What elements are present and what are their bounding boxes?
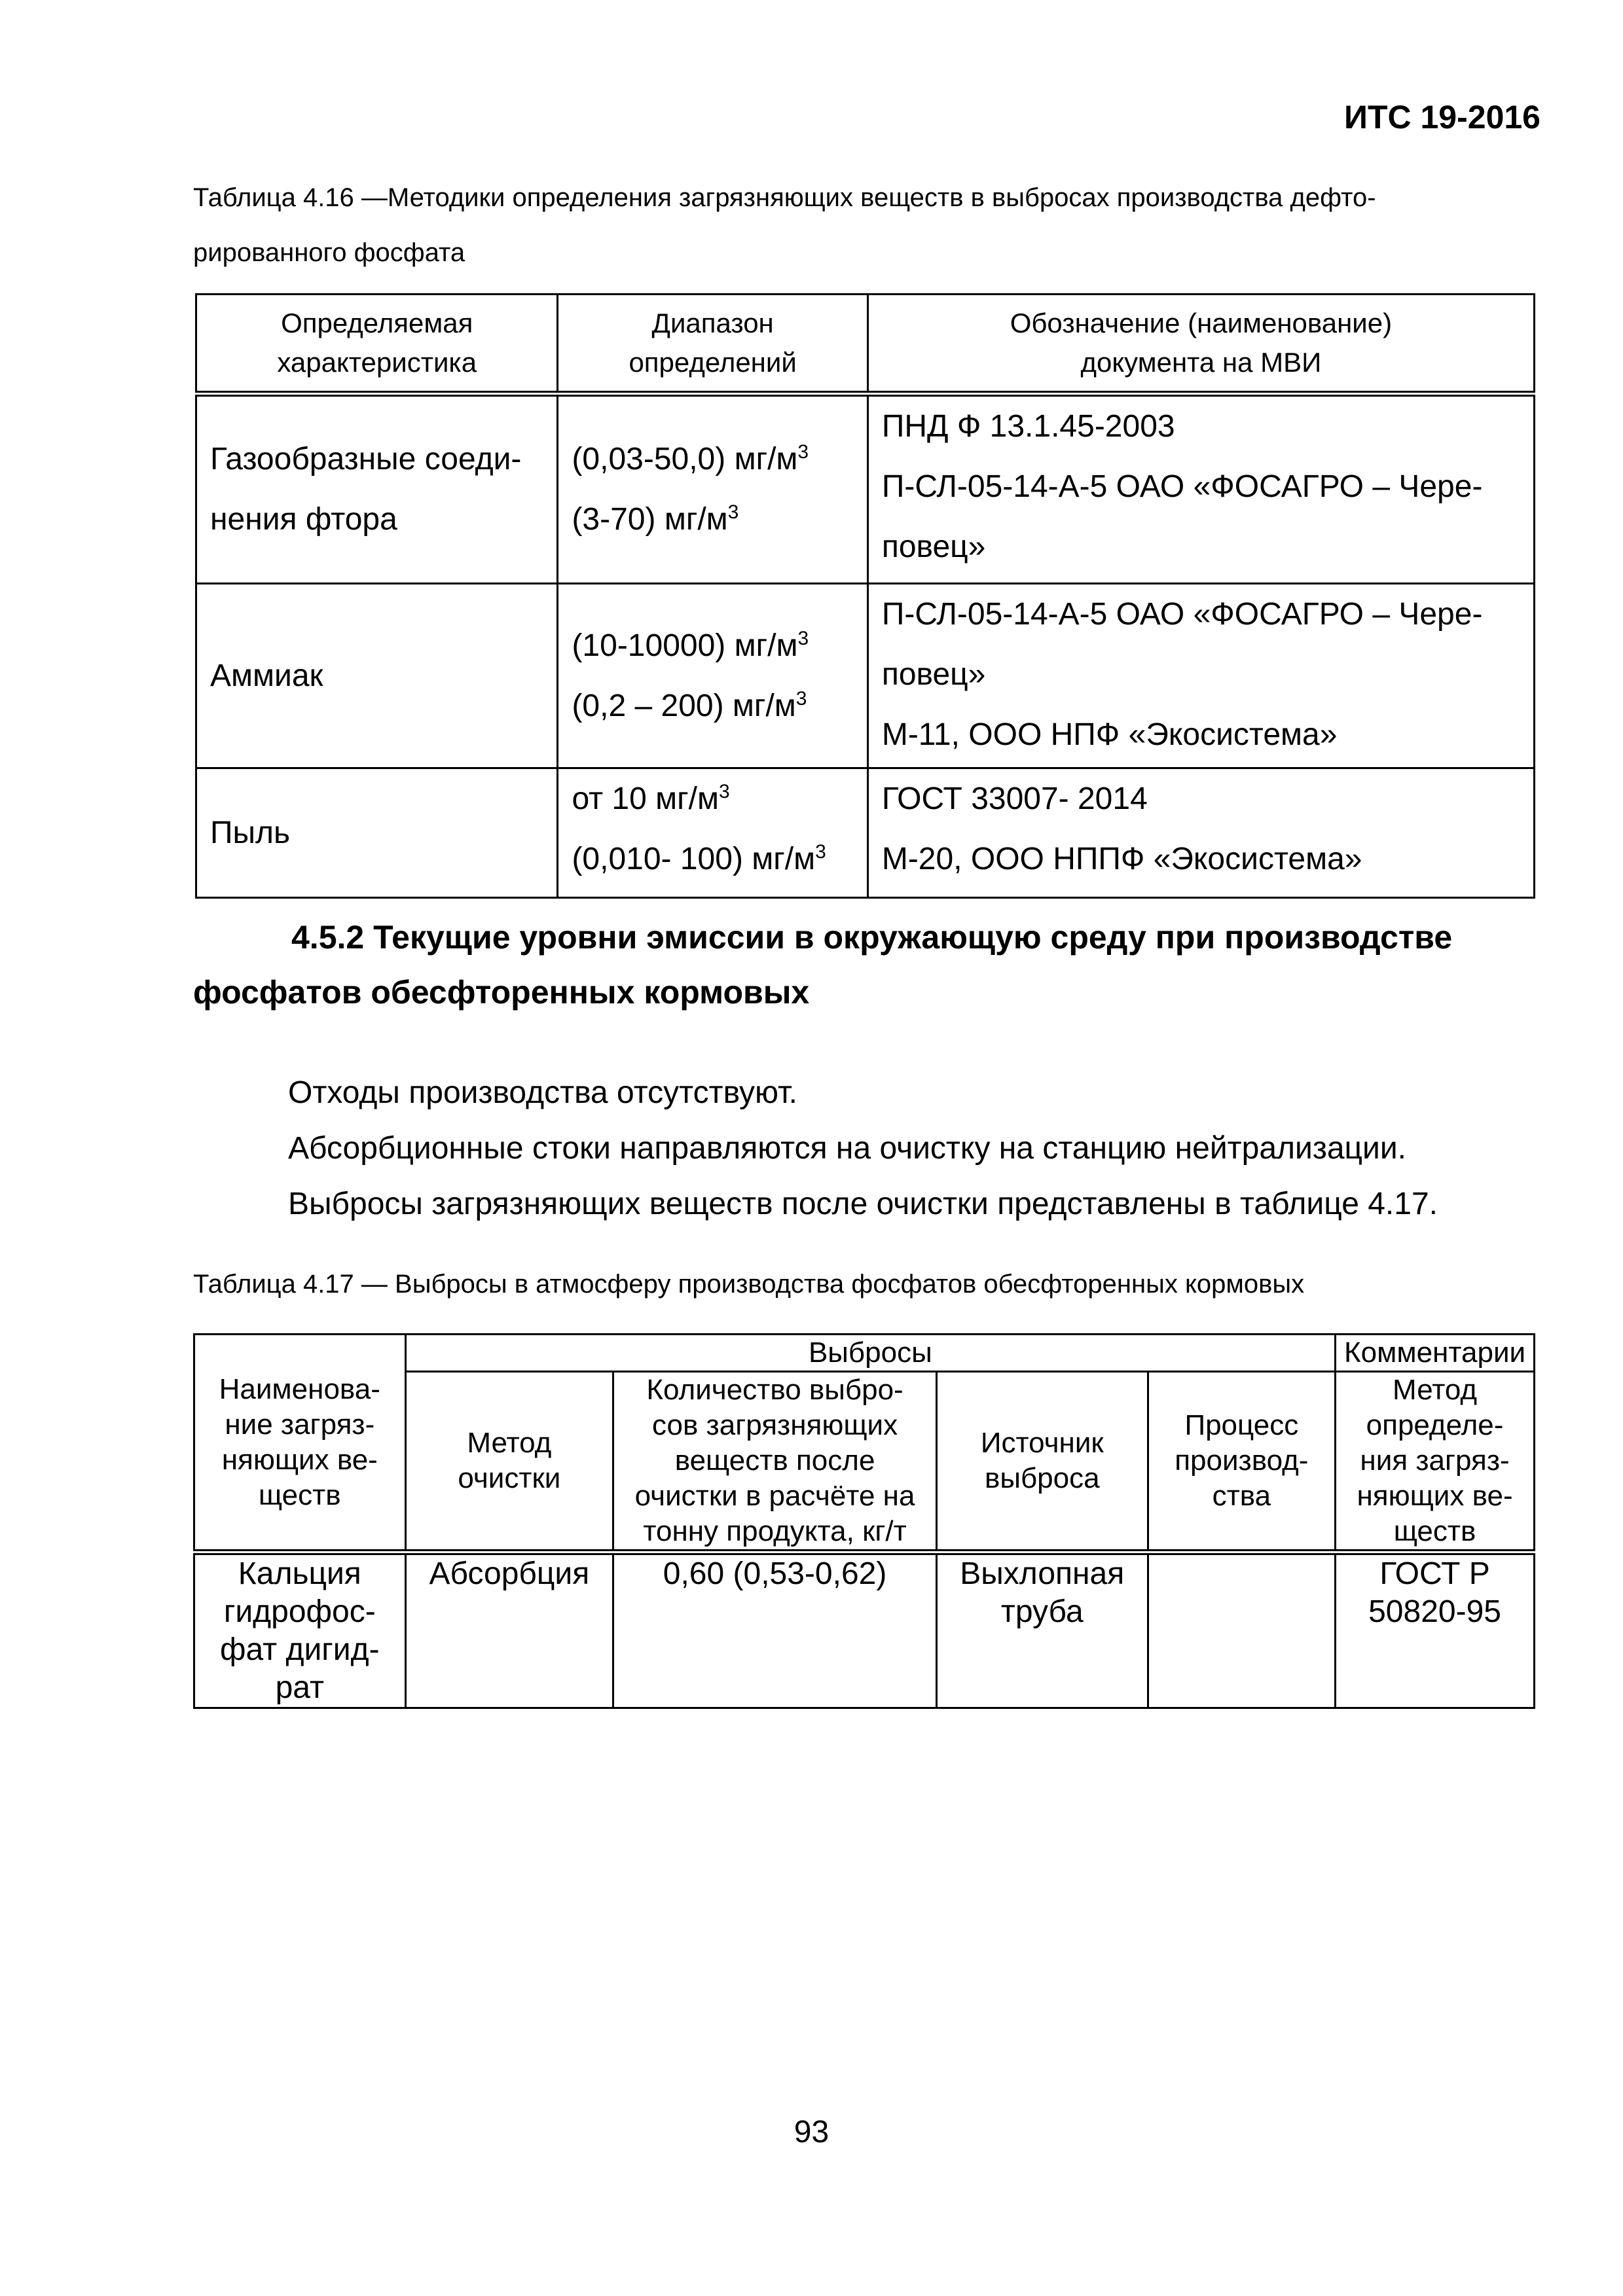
- header-text: определений: [629, 347, 797, 378]
- heading-line: фосфатов обесфторенных кормовых: [193, 974, 810, 1011]
- cell-text: П-СЛ-05-14-А-5 ОАО «ФОСАГРО – Чере-: [881, 469, 1483, 504]
- paragraph: Отходы производства отсутствуют.: [288, 1075, 797, 1110]
- cell-document: [867, 768, 1534, 898]
- range-line: от 10 $мг/м^3$: [572, 781, 730, 816]
- column-group-comments: Комментарии: [1336, 1335, 1535, 1372]
- header-text: няющих ве-: [1357, 1480, 1513, 1512]
- header-text: очистки в расчёте на: [634, 1480, 915, 1512]
- header-text: ства: [1212, 1480, 1271, 1512]
- column-header-emission-amount: [613, 1372, 937, 1552]
- table-header-row: [196, 295, 1535, 394]
- header-text: Метод: [1393, 1374, 1478, 1406]
- cell-text: Аммиак: [210, 658, 323, 693]
- table-row: [196, 584, 1535, 768]
- header-text: производ-: [1175, 1444, 1309, 1477]
- cell-text: гидрофос-: [223, 1594, 376, 1629]
- cell-text: М-20, ООО НППФ «Экосистема»: [881, 842, 1362, 876]
- header-text: ществ: [1393, 1515, 1476, 1547]
- header-text: тонну продукта, кг/т: [643, 1515, 907, 1547]
- cell-emission-source: [936, 1552, 1148, 1708]
- section-heading: [193, 910, 1535, 1020]
- cell-text: фат дигид-: [219, 1632, 380, 1667]
- cell-text: Пыль: [210, 815, 291, 850]
- document-code: ИТС 19-2016: [1344, 99, 1541, 135]
- cell-process: [1148, 1552, 1336, 1708]
- column-group-emissions: Выбросы: [405, 1335, 1336, 1372]
- header-text: Наименова-: [219, 1372, 380, 1405]
- cell-text: ГОСТ Р: [1379, 1556, 1490, 1591]
- range-line: (3-70) $мг/м^3$: [572, 501, 739, 537]
- range-line: (0,2 – 200) $мг/м^3$: [572, 687, 807, 723]
- header-text: ния загряз-: [1360, 1444, 1510, 1477]
- header-text: характеристика: [277, 347, 477, 378]
- header-text: Процесс: [1184, 1409, 1299, 1441]
- cell-text: ПНД Ф 13.1.45-2003: [881, 409, 1175, 444]
- cell-text: Газообразные соеди-: [210, 442, 522, 476]
- header-text: Определяемая: [281, 308, 473, 338]
- table-row: [196, 768, 1535, 898]
- range-line: (0,03-50,0) $мг/м^3$: [572, 441, 809, 476]
- cell-text: 50820-95: [1368, 1594, 1501, 1629]
- column-header-substance: [194, 1335, 406, 1552]
- header-text: ние загряз-: [225, 1408, 375, 1441]
- cell-characteristic: [196, 768, 558, 898]
- cell-emission-amount: 0,60 (0,53-0,62): [613, 1552, 937, 1708]
- cell-range: [558, 584, 867, 768]
- cell-text: М-11, ООО НПФ «Экосистема»: [881, 717, 1338, 752]
- header-text: очистки: [458, 1462, 561, 1494]
- cell-range: [558, 768, 867, 898]
- header-text: определе-: [1366, 1409, 1504, 1441]
- header-text: выброса: [984, 1462, 1100, 1494]
- column-header-document: [867, 295, 1534, 394]
- header-text: веществ после: [674, 1444, 875, 1477]
- header-text: ществ: [258, 1479, 341, 1511]
- cell-text: Выхлопная: [960, 1556, 1125, 1591]
- header-text: Диапазон: [651, 308, 774, 338]
- cell-text: повец»: [881, 529, 986, 564]
- caption-line: рированного фосфата: [193, 238, 465, 267]
- header-text: Метод: [467, 1427, 552, 1459]
- cell-characteristic: [196, 584, 558, 768]
- header-text: Источник: [980, 1427, 1104, 1459]
- header-text: сов загрязняющих: [651, 1409, 898, 1441]
- column-header-determination-method: [1336, 1372, 1535, 1552]
- table-416: [195, 293, 1535, 899]
- column-header-cleaning-method: [405, 1372, 613, 1552]
- range-line: (0,010- 100) $мг/м^3$: [572, 841, 826, 876]
- range-line: (10-10000) $мг/м^3$: [572, 627, 809, 663]
- cell-document: [867, 394, 1534, 584]
- caption-line: Таблица 4.17 — Выбросы в атмосферу производства фосфатов обесфторенных кормовых: [193, 1270, 1305, 1299]
- cell-document: [867, 584, 1534, 768]
- column-header-emission-source: [936, 1372, 1148, 1552]
- cell-determination-method: [1336, 1552, 1535, 1708]
- paragraph: Абсорбционные стоки направляются на очистку на станцию нейтрализации.: [288, 1131, 1406, 1166]
- paragraph: Выбросы загрязняющих веществ после очистки представлены в таблице 4.17.: [288, 1187, 1438, 1221]
- table-417: [193, 1333, 1535, 1709]
- column-header-process: [1148, 1372, 1336, 1552]
- table-417-caption: [193, 1257, 1304, 1312]
- table-416-caption: [193, 170, 1376, 280]
- header-text: Количество выбро-: [646, 1374, 903, 1406]
- header-text: документа на МВИ: [1080, 347, 1322, 378]
- heading-line: 4.5.2 Текущие уровни эмиссии в окружающую среду при производстве: [291, 919, 1453, 956]
- cell-substance: [194, 1552, 406, 1708]
- column-header-range: [558, 295, 867, 394]
- table-row: [196, 394, 1535, 584]
- column-header-characteristic: [196, 295, 558, 394]
- cell-range: [558, 394, 867, 584]
- header-text: Обозначение (наименование): [1010, 308, 1393, 338]
- cell-text: повец»: [881, 657, 986, 692]
- table-header-row: [194, 1335, 1535, 1372]
- page-number: 93: [793, 2115, 830, 2149]
- cell-text: Кальция: [238, 1556, 361, 1591]
- cell-text: труба: [1000, 1594, 1084, 1629]
- cell-text: П-СЛ-05-14-А-5 ОАО «ФОСАГРО – Чере-: [881, 597, 1483, 632]
- cell-text: ГОСТ 33007- 2014: [881, 781, 1148, 816]
- cell-text: нения фтора: [210, 502, 397, 537]
- cell-characteristic: [196, 394, 558, 584]
- caption-line: Таблица 4.16 —Методики определения загрязняющих веществ в выбросах производства дефто-: [193, 183, 1376, 212]
- header-text: няющих ве-: [221, 1443, 378, 1476]
- cell-cleaning-method: Абсорбция: [405, 1552, 613, 1708]
- cell-text: рат: [275, 1670, 324, 1705]
- table-row: [194, 1552, 1535, 1708]
